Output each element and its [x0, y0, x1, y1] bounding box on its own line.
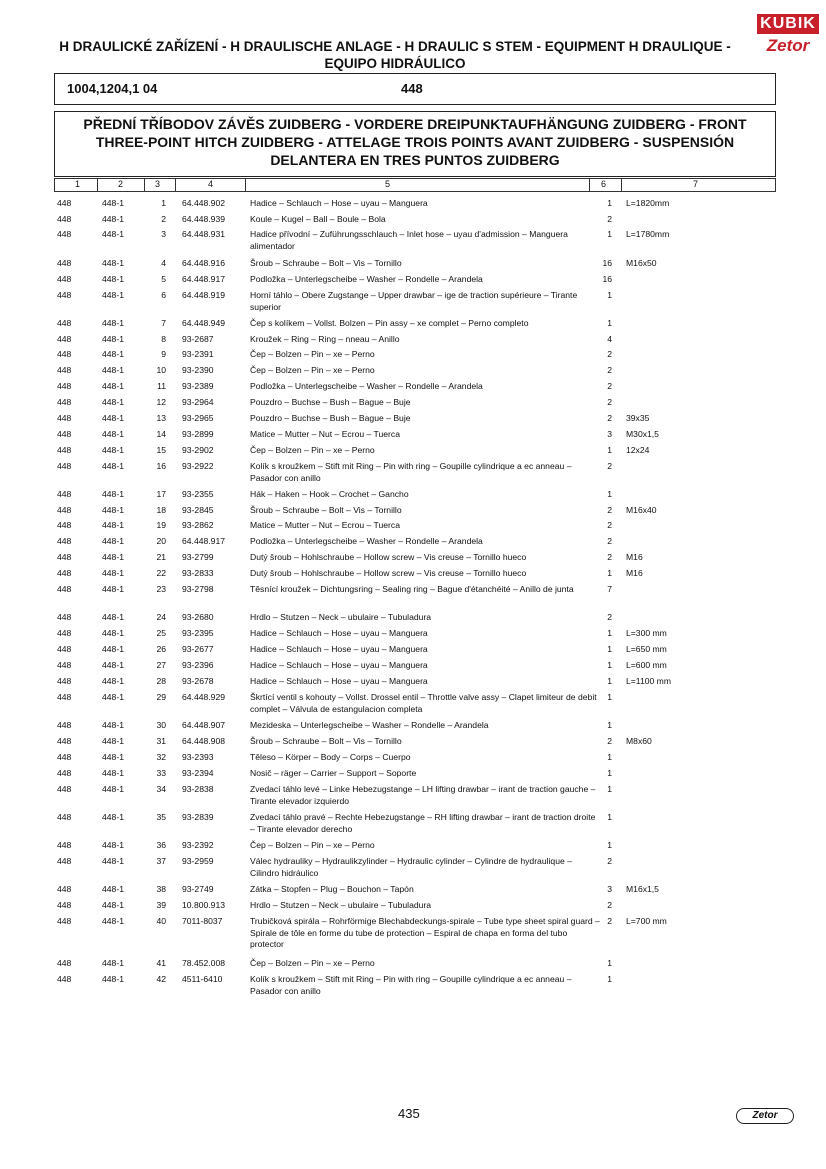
description-cell: Válec hydrauliky – Hydraulikzylinder – Hydraulic cylinder – Cylindre de hydraulique – Cilindro hidráulico: [250, 856, 572, 878]
part-number-cell: 93-2392: [182, 840, 214, 850]
figure-cell: 448-1: [102, 628, 124, 638]
figure-cell: 448-1: [102, 349, 124, 359]
quantity-cell: 3: [607, 884, 612, 894]
description-cell: Kolík s kroužkem – Stift mit Ring – Pin with ring – Goupille cylindrique a ec anneau – Pasador con anillo: [250, 461, 572, 483]
group-number: 448: [401, 81, 423, 96]
figure-cell: 448-1: [102, 397, 124, 407]
quantity-cell: 1: [607, 692, 612, 702]
figure-cell: 448-1: [102, 584, 124, 594]
description-cell: Kolík s kroužkem – Stift mit Ring – Pin with ring – Goupille cylindrique a ec anneau – Pasador con anillo: [250, 974, 572, 996]
quantity-cell: 2: [607, 381, 612, 391]
quantity-cell: 2: [607, 349, 612, 359]
part-number-cell: 64.448.907: [182, 720, 226, 730]
group-cell: 448: [57, 520, 72, 530]
column-header: [54, 178, 776, 192]
group-cell: 448: [57, 784, 72, 794]
description-cell: Dutý šroub – Hohlschraube – Hollow screw – Vis creuse – Tornillo hueco: [250, 552, 527, 562]
group-cell: 448: [57, 258, 72, 268]
position-cell: 23: [156, 584, 166, 594]
position-cell: 24: [156, 612, 166, 622]
figure-cell: 448-1: [102, 461, 124, 471]
group-cell: 448: [57, 644, 72, 654]
description-cell: Šroub – Schraube – Bolt – Vis – Tornillo: [250, 505, 402, 515]
group-cell: 448: [57, 489, 72, 499]
description-cell: Kroužek – Ring – Ring – nneau – Anillo: [250, 334, 400, 344]
quantity-cell: 3: [607, 429, 612, 439]
description-cell: Škrtící ventil s kohouty – Vollst. Drossel entil – Throttle valve assy – Clapet limiteur de debit complet – Válvula de estangulacion completa: [250, 692, 597, 714]
description-cell: Hadice – Schlauch – Hose – uyau – Manguera: [250, 628, 428, 638]
part-number-cell: 93-2922: [182, 461, 214, 471]
quantity-cell: 2: [607, 397, 612, 407]
group-cell: 448: [57, 768, 72, 778]
group-cell: 448: [57, 505, 72, 515]
position-cell: 28: [156, 676, 166, 686]
part-number-cell: 64.448.908: [182, 736, 226, 746]
position-cell: 34: [156, 784, 166, 794]
quantity-cell: 1: [607, 720, 612, 730]
group-cell: 448: [57, 381, 72, 391]
part-number-cell: 64.448.917: [182, 274, 226, 284]
part-number-cell: 64.448.916: [182, 258, 226, 268]
figure-cell: 448-1: [102, 720, 124, 730]
quantity-cell: 1: [607, 752, 612, 762]
remark-cell: 39x35: [626, 413, 650, 423]
description-cell: Hrdlo – Stutzen – Neck – ubulaire – Tubuladura: [250, 900, 432, 910]
group-cell: 448: [57, 628, 72, 638]
description-cell: Čep s kolíkem – Vollst. Bolzen – Pin assy – xe complet – Perno completo: [250, 318, 529, 328]
position-cell: 38: [156, 884, 166, 894]
figure-cell: 448-1: [102, 568, 124, 578]
description-cell: Šroub – Schraube – Bolt – Vis – Tornillo: [250, 258, 402, 268]
position-cell: 19: [156, 520, 166, 530]
remark-cell: L=300 mm: [626, 628, 667, 638]
description-cell: Čep – Bolzen – Pin – xe – Perno: [250, 840, 375, 850]
figure-cell: 448-1: [102, 856, 124, 866]
column-number: 4: [208, 179, 214, 189]
part-number-cell: 93-2959: [182, 856, 214, 866]
part-number-cell: 7011-8037: [182, 916, 223, 926]
position-cell: 9: [161, 349, 166, 359]
position-cell: 5: [161, 274, 166, 284]
quantity-cell: 2: [607, 552, 612, 562]
position-cell: 1: [161, 198, 166, 208]
quantity-cell: 2: [607, 365, 612, 375]
position-cell: 18: [156, 505, 166, 515]
section-title-line-3: DELANTERA EN TRES PUNTOS ZUIDBERG: [270, 152, 560, 168]
remark-cell: L=650 mm: [626, 644, 667, 654]
group-cell: 448: [57, 840, 72, 850]
column-number: 5: [385, 179, 391, 189]
figure-cell: 448-1: [102, 840, 124, 850]
figure-cell: 448-1: [102, 752, 124, 762]
part-number-cell: 93-2965: [182, 413, 214, 423]
zetor-logo: Zetor: [766, 36, 810, 55]
position-cell: 30: [156, 720, 166, 730]
position-cell: 40: [156, 916, 166, 926]
part-number-cell: 93-2393: [182, 752, 214, 762]
group-cell: 448: [57, 812, 72, 822]
description-cell: Horní táhlo – Obere Zugstange – Upper drawbar – ige de traction supérieure – Tirante superior: [250, 290, 578, 312]
position-cell: 11: [157, 381, 166, 391]
figure-cell: 448-1: [102, 644, 124, 654]
figure-cell: 448-1: [102, 505, 124, 515]
description-cell: Matice – Mutter – Nut – Ecrou – Tuerca: [250, 520, 400, 530]
part-number-cell: 93-2899: [182, 429, 214, 439]
column-number: 1: [75, 179, 81, 189]
position-cell: 39: [156, 900, 166, 910]
quantity-cell: 1: [607, 958, 612, 968]
description-cell: Čep – Bolzen – Pin – xe – Perno: [250, 365, 375, 375]
figure-cell: 448-1: [102, 974, 124, 984]
description-cell: Trubičková spirála – Rohrförmige Blechabdeckungs-spirale – Tube type sheet spiral guard – Spirale de tôle en forme du tube de protection – Espiral de chapa en forma del tubo protector: [250, 916, 600, 949]
figure-cell: 448-1: [102, 198, 124, 208]
description-cell: Podložka – Unterlegscheibe – Washer – Rondelle – Arandela: [250, 536, 483, 546]
quantity-cell: 2: [607, 505, 612, 515]
part-number-cell: 93-2799: [182, 552, 214, 562]
position-cell: 7: [161, 318, 166, 328]
part-number-cell: 93-2677: [182, 644, 214, 654]
position-cell: 6: [161, 290, 166, 300]
figure-cell: 448-1: [102, 676, 124, 686]
group-cell: 448: [57, 752, 72, 762]
position-cell: 33: [156, 768, 166, 778]
column-number: 3: [155, 179, 161, 189]
quantity-cell: 4: [607, 334, 612, 344]
description-cell: Čep – Bolzen – Pin – xe – Perno: [250, 349, 375, 359]
group-cell: 448: [57, 584, 72, 594]
description-cell: Hrdlo – Stutzen – Neck – ubulaire – Tubuladura: [250, 612, 432, 622]
part-number-cell: 64.448.919: [182, 290, 226, 300]
figure-cell: 448-1: [102, 290, 124, 300]
part-number-cell: 64.448.949: [182, 318, 226, 328]
quantity-cell: 1: [607, 974, 612, 984]
group-cell: 448: [57, 736, 72, 746]
quantity-cell: 1: [607, 628, 612, 638]
remark-cell: M16: [626, 552, 643, 562]
column-number: 7: [693, 179, 699, 189]
description-cell: Hák – Haken – Hook – Crochet – Gancho: [250, 489, 409, 499]
group-cell: 448: [57, 318, 72, 328]
figure-cell: 448-1: [102, 381, 124, 391]
part-number-cell: 64.448.929: [182, 692, 226, 702]
quantity-cell: 1: [607, 812, 612, 822]
position-cell: 2: [161, 214, 166, 224]
quantity-cell: 1: [607, 768, 612, 778]
figure-cell: 448-1: [102, 445, 124, 455]
remark-cell: L=600 mm: [626, 660, 667, 670]
figure-cell: 448-1: [102, 229, 124, 239]
page-number: 435: [398, 1106, 420, 1121]
position-cell: 22: [156, 568, 166, 578]
position-cell: 16: [156, 461, 166, 471]
figure-cell: 448-1: [102, 214, 124, 224]
position-cell: 12: [156, 397, 166, 407]
quantity-cell: 2: [607, 214, 612, 224]
description-cell: Podložka – Unterlegscheibe – Washer – Rondelle – Arandela: [250, 381, 483, 391]
remark-cell: 12x24: [626, 445, 650, 455]
position-cell: 26: [156, 644, 166, 654]
position-cell: 25: [156, 628, 166, 638]
quantity-cell: 1: [607, 445, 612, 455]
figure-cell: 448-1: [102, 520, 124, 530]
part-number-cell: 64.448.902: [182, 198, 226, 208]
group-cell: 448: [57, 884, 72, 894]
position-cell: 29: [156, 692, 166, 702]
quantity-cell: 1: [607, 840, 612, 850]
remark-cell: L=1820mm: [626, 198, 670, 208]
group-cell: 448: [57, 720, 72, 730]
group-cell: 448: [57, 900, 72, 910]
group-cell: 448: [57, 445, 72, 455]
figure-cell: 448-1: [102, 318, 124, 328]
group-cell: 448: [57, 274, 72, 284]
description-cell: Hadice přívodní – Zuführungsschlauch – Inlet hose – uyau d'admission – Manguera alimentador: [250, 229, 568, 251]
position-cell: 35: [156, 812, 166, 822]
part-number-cell: 93-2678: [182, 676, 214, 686]
position-cell: 37: [156, 856, 166, 866]
part-number-cell: 78.452.008: [182, 958, 226, 968]
part-number-cell: 93-2355: [182, 489, 214, 499]
position-cell: 20: [156, 536, 166, 546]
position-cell: 32: [156, 752, 166, 762]
description-cell: Matice – Mutter – Nut – Ecrou – Tuerca: [250, 429, 400, 439]
figure-cell: 448-1: [102, 413, 124, 423]
quantity-cell: 16: [602, 258, 612, 268]
part-number-cell: 93-2390: [182, 365, 214, 375]
description-cell: Pouzdro – Buchse – Bush – Bague – Buje: [250, 397, 411, 407]
kubik-logo: KUBIK: [757, 14, 819, 34]
remark-cell: M16x1,5: [626, 884, 659, 894]
part-number-cell: 10.800.913: [182, 900, 226, 910]
figure-cell: 448-1: [102, 916, 124, 926]
part-number-cell: 64.448.931: [182, 229, 226, 239]
quantity-cell: 1: [607, 676, 612, 686]
figure-cell: 448-1: [102, 552, 124, 562]
figure-cell: 448-1: [102, 768, 124, 778]
figure-cell: 448-1: [102, 536, 124, 546]
model-group-box: [54, 73, 776, 105]
group-cell: 448: [57, 229, 72, 239]
group-cell: 448: [57, 198, 72, 208]
part-number-cell: 93-2394: [182, 768, 214, 778]
remark-cell: L=1100 mm: [626, 676, 671, 686]
group-cell: 448: [57, 214, 72, 224]
quantity-cell: 2: [607, 413, 612, 423]
description-cell: Čep – Bolzen – Pin – xe – Perno: [250, 958, 375, 968]
description-cell: Zátka – Stopfen – Plug – Bouchon – Tapón: [250, 884, 414, 894]
remark-cell: M16x50: [626, 258, 657, 268]
description-cell: Mezideska – Unterlegscheibe – Washer – Rondelle – Arandela: [250, 720, 489, 730]
part-number-cell: 64.448.917: [182, 536, 226, 546]
section-title-box: [54, 111, 776, 177]
group-cell: 448: [57, 290, 72, 300]
position-cell: 36: [156, 840, 166, 850]
position-cell: 41: [156, 958, 166, 968]
figure-cell: 448-1: [102, 692, 124, 702]
description-cell: Těsnící kroužek – Dichtungsring – Sealing ring – Bague d'étanchéité – Anillo de junta: [250, 584, 574, 594]
remark-cell: L=1780mm: [626, 229, 670, 239]
description-cell: Hadice – Schlauch – Hose – uyau – Manguera: [250, 198, 428, 208]
quantity-cell: 1: [607, 229, 612, 239]
description-cell: Šroub – Schraube – Bolt – Vis – Tornillo: [250, 736, 402, 746]
part-number-cell: 93-2839: [182, 812, 214, 822]
group-cell: 448: [57, 429, 72, 439]
quantity-cell: 1: [607, 784, 612, 794]
remark-cell: L=700 mm: [626, 916, 667, 926]
header-line-1: H DRAULICKÉ ZAŘÍZENÍ - H DRAULISCHE ANLAGE - H DRAULIC S STEM - EQUIPMENT H DRAULIQUE -: [59, 39, 731, 54]
part-number-cell: 93-2749: [182, 884, 214, 894]
part-number-cell: 93-2902: [182, 445, 214, 455]
group-cell: 448: [57, 974, 72, 984]
column-number: 6: [601, 179, 607, 189]
figure-cell: 448-1: [102, 884, 124, 894]
figure-cell: 448-1: [102, 365, 124, 375]
figure-cell: 448-1: [102, 812, 124, 822]
position-cell: 14: [156, 429, 166, 439]
remark-cell: M16x40: [626, 505, 657, 515]
quantity-cell: 2: [607, 520, 612, 530]
quantity-cell: 2: [607, 536, 612, 546]
kubik-zetor-logo: [757, 14, 819, 64]
part-number-cell: 93-2798: [182, 584, 214, 594]
quantity-cell: 7: [607, 584, 612, 594]
quantity-cell: 1: [607, 644, 612, 654]
group-cell: 448: [57, 349, 72, 359]
group-cell: 448: [57, 536, 72, 546]
group-cell: 448: [57, 612, 72, 622]
part-number-cell: 93-2391: [182, 349, 214, 359]
zetor-footer-logo: Zetor: [736, 1108, 794, 1124]
position-cell: 31: [156, 736, 166, 746]
figure-cell: 448-1: [102, 784, 124, 794]
description-cell: Dutý šroub – Hohlschraube – Hollow screw – Vis creuse – Tornillo hueco: [250, 568, 527, 578]
quantity-cell: 2: [607, 900, 612, 910]
group-cell: 448: [57, 660, 72, 670]
part-number-cell: 93-2838: [182, 784, 214, 794]
group-cell: 448: [57, 958, 72, 968]
description-cell: Podložka – Unterlegscheibe – Washer – Rondelle – Arandela: [250, 274, 483, 284]
quantity-cell: 2: [607, 612, 612, 622]
figure-cell: 448-1: [102, 429, 124, 439]
part-number-cell: 64.448.939: [182, 214, 226, 224]
remark-cell: M16: [626, 568, 643, 578]
figure-cell: 448-1: [102, 489, 124, 499]
quantity-cell: 1: [607, 568, 612, 578]
figure-cell: 448-1: [102, 258, 124, 268]
position-cell: 17: [156, 489, 166, 499]
group-cell: 448: [57, 676, 72, 686]
description-cell: Pouzdro – Buchse – Bush – Bague – Buje: [250, 413, 411, 423]
figure-cell: 448-1: [102, 958, 124, 968]
section-title-line-1: PŘEDNÍ TŘÍBODOV ZÁVĚS ZUIDBERG - VORDERE DREIPUNKTAUFHÄNGUNG ZUIDBERG - FRONT: [83, 116, 747, 132]
part-number-cell: 93-2964: [182, 397, 214, 407]
part-number-cell: 93-2687: [182, 334, 214, 344]
position-cell: 21: [156, 552, 166, 562]
group-cell: 448: [57, 856, 72, 866]
part-number-cell: 93-2395: [182, 628, 214, 638]
figure-cell: 448-1: [102, 900, 124, 910]
group-cell: 448: [57, 365, 72, 375]
quantity-cell: 2: [607, 856, 612, 866]
figure-cell: 448-1: [102, 274, 124, 284]
quantity-cell: 1: [607, 318, 612, 328]
figure-cell: 448-1: [102, 736, 124, 746]
model-list: 1004,1204,1 04: [67, 81, 158, 96]
quantity-cell: 2: [607, 736, 612, 746]
quantity-cell: 1: [607, 290, 612, 300]
position-cell: 27: [156, 660, 166, 670]
figure-cell: 448-1: [102, 660, 124, 670]
group-cell: 448: [57, 413, 72, 423]
header-line-2: EQUIPO HIDRÁULICO: [324, 56, 466, 71]
part-number-cell: 4511-6410: [182, 974, 223, 984]
group-cell: 448: [57, 568, 72, 578]
part-number-cell: 93-2833: [182, 568, 214, 578]
group-cell: 448: [57, 552, 72, 562]
position-cell: 42: [156, 974, 166, 984]
part-number-cell: 93-2862: [182, 520, 214, 530]
group-cell: 448: [57, 916, 72, 926]
position-cell: 15: [156, 445, 166, 455]
remark-cell: M8x60: [626, 736, 652, 746]
quantity-cell: 1: [607, 660, 612, 670]
position-cell: 4: [161, 258, 166, 268]
figure-cell: 448-1: [102, 334, 124, 344]
position-cell: 13: [156, 413, 166, 423]
description-cell: Nosič – räger – Carrier – Support – Soporte: [250, 768, 417, 778]
description-cell: Zvedací táhlo pravé – Rechte Hebezugstange – RH lifting drawbar – irant de traction droite – Tirante elevador derecho: [250, 812, 596, 834]
description-cell: Těleso – Körper – Body – Corps – Cuerpo: [250, 752, 411, 762]
description-cell: Hadice – Schlauch – Hose – uyau – Manguera: [250, 660, 428, 670]
part-number-cell: 93-2680: [182, 612, 214, 622]
column-number: 2: [118, 179, 124, 189]
section-title-line-2: THREE-POINT HITCH ZUIDBERG - ATTELAGE TROIS POINTS AVANT ZUIDBERG - SUSPENSIÓN: [95, 134, 735, 150]
quantity-cell: 2: [607, 916, 612, 926]
remark-cell: M30x1,5: [626, 429, 659, 439]
position-cell: 10: [156, 365, 166, 375]
part-number-cell: 93-2389: [182, 381, 214, 391]
group-cell: 448: [57, 692, 72, 702]
part-number-cell: 93-2845: [182, 505, 214, 515]
group-cell: 448: [57, 334, 72, 344]
position-cell: 8: [161, 334, 166, 344]
quantity-cell: 1: [607, 198, 612, 208]
group-cell: 448: [57, 397, 72, 407]
description-cell: Koule – Kugel – Ball – Boule – Bola: [250, 214, 386, 224]
position-cell: 3: [161, 229, 166, 239]
quantity-cell: 2: [607, 461, 612, 471]
description-cell: Hadice – Schlauch – Hose – uyau – Manguera: [250, 644, 428, 654]
description-cell: Zvedací táhlo levé – Linke Hebezugstange – LH lifting drawbar – irant de traction gauche – Tirante elevador izquierdo: [250, 784, 596, 806]
part-number-cell: 93-2396: [182, 660, 214, 670]
description-cell: Čep – Bolzen – Pin – xe – Perno: [250, 445, 375, 455]
quantity-cell: 1: [607, 489, 612, 499]
quantity-cell: 16: [602, 274, 612, 284]
figure-cell: 448-1: [102, 612, 124, 622]
group-cell: 448: [57, 461, 72, 471]
description-cell: Hadice – Schlauch – Hose – uyau – Manguera: [250, 676, 428, 686]
